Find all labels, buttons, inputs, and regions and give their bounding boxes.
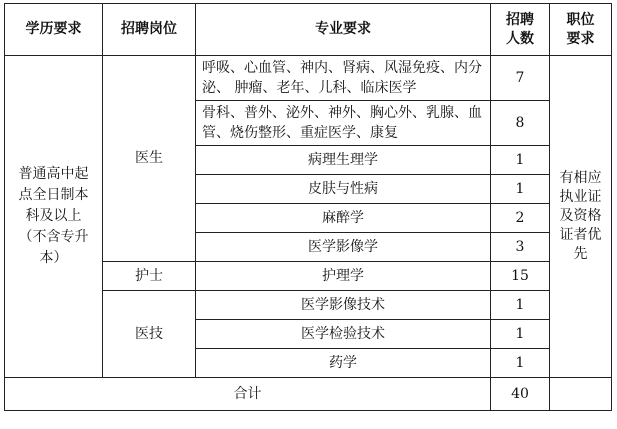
major-cell: 药学: [196, 349, 491, 378]
header-count: [491, 4, 550, 56]
count-cell: 15: [491, 262, 550, 291]
total-count: 40: [491, 378, 550, 411]
major-cell: 骨科、普外、泌外、神外、胸心外、乳腺、血管、烧伤整形、重症医学、康复: [196, 101, 491, 146]
major-cell: 麻醉学: [196, 204, 491, 233]
count-cell: 1: [491, 291, 550, 320]
position-nurse: 护士: [103, 262, 196, 291]
count-cell: 1: [491, 175, 550, 204]
qualification-line: 先: [573, 246, 588, 262]
education-requirement: [5, 56, 103, 378]
position-doctor: 医生: [103, 56, 196, 262]
education-line: （不含专升: [18, 229, 89, 245]
count-cell: 1: [491, 349, 550, 378]
major-cell: 病理生理学: [196, 146, 491, 175]
major-cell: 医学影像学: [196, 233, 491, 262]
major-cell: 皮肤与性病: [196, 175, 491, 204]
major-cell: 呼吸、心血管、神内、肾病、风湿免疫、内分泌、 肿瘤、老年、儿科、临床医学: [196, 56, 491, 101]
education-line: 点全日制本: [18, 187, 89, 203]
qualification-requirement: [550, 56, 612, 378]
count-cell: 1: [491, 146, 550, 175]
header-qual-line2: 要求: [566, 30, 595, 47]
total-row: [5, 378, 612, 411]
header-qual-line1: 职位: [566, 11, 595, 28]
major-cell: 护理学: [196, 262, 491, 291]
count-cell: 3: [491, 233, 550, 262]
qualification-line: 执业证: [559, 189, 602, 205]
count-cell: 8: [491, 101, 550, 146]
major-cell: 医学影像技术: [196, 291, 491, 320]
education-line: 普通高中起: [18, 166, 89, 182]
count-cell: 7: [491, 56, 550, 101]
header-qualification: [550, 4, 612, 56]
count-cell: 2: [491, 204, 550, 233]
header-row: [5, 4, 612, 56]
count-cell: 1: [491, 320, 550, 349]
major-cell: 医学检验技术: [196, 320, 491, 349]
total-label: 合计: [5, 378, 491, 411]
header-education: 学历要求: [5, 4, 103, 56]
header-major: 专业要求: [196, 4, 491, 56]
qualification-line: 及资格: [559, 208, 602, 224]
qualification-line: 证者优: [559, 227, 602, 243]
header-count-line1: 招聘: [506, 11, 534, 28]
table-row: [5, 56, 612, 101]
recruitment-table: [4, 3, 612, 411]
total-empty-cell: [550, 378, 612, 411]
education-line: 科及以上: [25, 208, 82, 224]
header-position: 招聘岗位: [103, 4, 196, 56]
education-line: 本）: [39, 250, 68, 266]
header-count-line2: 人数: [506, 30, 534, 47]
position-technician: 医技: [103, 291, 196, 378]
qualification-line: 有相应: [559, 170, 602, 186]
